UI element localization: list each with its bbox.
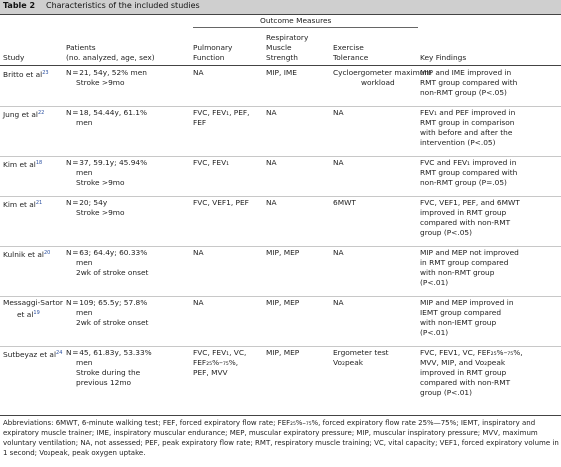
table-cell-exercise: workload [361,78,395,87]
table-cell-study: Jung et $al^{22}$ [3,110,45,119]
table-label: Table 2 [3,1,36,10]
table-cell-findings: improved in RMT group [420,208,507,217]
table-cell-study: Messaggi-Sartor [3,298,63,307]
table-cell-patients: men [76,118,93,127]
table-cell-findings: (P<.01) [420,278,449,287]
table-cell-findings: improved in RMT group [420,368,507,377]
table-cell-patients: N = 21, 54y, 52% men [66,68,147,77]
table-cell-exercise: 6MWT [333,198,356,207]
table-cell-patients: N = 45, 61.83y, 53.33% [66,348,152,357]
table-cell-findings: compared with non-RMT [420,218,511,227]
table-cell-patients: men [76,308,93,317]
table-cell-patients: Stroke >9mo [76,178,125,187]
table-cell-study: Britto et $al^{23}$ [3,70,49,79]
table-cell-patients: Stroke during the [76,368,141,377]
row-divider [0,346,561,347]
table-cell-muscle: MIP, MEP [266,298,300,307]
table-cell-patients: N = 109; 65.5y; 57.8% [66,298,148,307]
outcome-measures-rule [193,27,418,28]
column-header: Strength [266,53,298,62]
table-cell-pulmonary: FVC, FEV₁ [193,158,230,167]
column-header: Exercise [333,43,364,52]
table-cell-muscle: MIP, MEP [266,348,300,357]
table-cell-findings: with non-IEMT group [420,318,497,327]
table-cell-findings: FVC, FEV1, VC, FEF₂₅%–₇₅%, [420,348,523,357]
table-cell-pulmonary: FVC, FEV₁, PEF, [193,108,250,117]
table-cell-findings: with non-RMT group [420,268,495,277]
reference-superscript[interactable]: 24 [56,350,63,356]
table-bottom-rule [0,415,561,416]
header-top-rule [0,14,561,15]
reference-superscript[interactable]: 19 [33,310,40,316]
table-cell-patients: N = 20; 54y [66,198,108,207]
row-divider [0,296,561,297]
table-cell-findings: intervention (P<.05) [420,138,496,147]
table-cell-study: Kim et $al^{18}$ [3,160,43,169]
table-cell-pulmonary: NA [193,68,204,77]
table-cell-muscle: MIP, MEP [266,248,300,257]
table-cell-patients: men [76,358,93,367]
table-cell-findings: FVC, VEF1, PEF, and 6MWT [420,198,520,207]
table-cell-exercise: NA [333,108,344,117]
reference-superscript[interactable]: 20 [43,250,51,256]
table-cell-findings: non-RMT group (P=.05) [420,178,507,187]
table-cell-pulmonary: FEF₂₅%–₇₅%, [193,358,239,367]
column-header: Muscle [266,43,292,52]
table-cell-pulmonary: PEF, MVV [193,368,228,377]
table-cell-findings: RMT group compared with [420,78,518,87]
row-divider [0,156,561,157]
table-cell-pulmonary: FEF [193,118,207,127]
table-cell-study: et $al^{19}$ [17,310,40,319]
table-cell-findings: MIP and MEP not improved [420,248,519,257]
table-cell-findings: (P<.01) [420,328,449,337]
table-cell-patients: N = 63; 64.4y; 60.33% [66,248,148,257]
column-header: (no. analyzed, age, sex) [66,53,155,62]
table-cell-patients: Stroke >9mo [76,78,125,87]
column-header: Respiratory [266,33,309,42]
table-cell-pulmonary: NA [193,298,204,307]
column-header: Key Findings [420,53,467,62]
table-cell-study: Kulnik et $al^{20}$ [3,250,51,259]
outcome-measures-header: Outcome Measures [260,16,332,25]
reference-superscript[interactable]: 21 [35,200,43,206]
table-cell-patients: N = 37, 59.1y; 45.94% [66,158,148,167]
table-cell-patients: men [76,168,93,177]
row-divider [0,246,561,247]
table-cell-exercise: NA [333,298,344,307]
table-cell-muscle: NA [266,108,277,117]
table-cell-findings: in RMT group compared [420,258,509,267]
reference-superscript[interactable]: 18 [35,160,43,166]
column-header: Pulmonary [193,43,233,52]
table-cell-findings: FEV₁ and PEF improved in [420,108,516,117]
table-cell-findings: MIP and IME improved in [420,68,512,77]
column-header: Tolerance [333,53,369,62]
table-cell-pulmonary: FVC, FEV₁, VC, [193,348,247,357]
table-cell-exercise: Ergometer test [333,348,389,357]
reference-superscript[interactable]: 22 [37,110,45,116]
table-cell-study: Kim et $al^{21}$ [3,200,43,209]
table-cell-patients: Stroke >9mo [76,208,125,217]
table-cell-muscle: MIP, IME [266,68,297,77]
table-cell-findings: IEMT group compared [420,308,502,317]
table-cell-findings: non-RMT group (P<.05) [420,88,507,97]
table-cell-study: Sutbeyaz et $al^{24}$ [3,350,63,359]
reference-superscript[interactable]: 23 [42,70,49,76]
table-cell-findings: MIP and MEP improved in [420,298,514,307]
table-cell-findings: MVV, MIP, and Vo₂peak [420,358,506,367]
table-cell-pulmonary: FVC, VEF1, PEF [193,198,249,207]
table-cell-findings: FVC and FEV₁ improved in [420,158,517,167]
table-title: Characteristics of the included studies [46,1,200,10]
table-cell-patients: N = 18, 54.44y, 61.1% [66,108,148,117]
table-cell-findings: RMT group in comparison [420,118,515,127]
row-divider [0,106,561,107]
table-cell-pulmonary: NA [193,248,204,257]
header-bottom-rule [0,65,561,66]
table-cell-exercise: NA [333,248,344,257]
table-cell-findings: RMT group compared with [420,168,518,177]
table-cell-findings: with before and after the [420,128,513,137]
column-header: Study [3,53,25,62]
table-cell-findings: compared with non-RMT [420,378,511,387]
column-header: Function [193,53,225,62]
table-cell-exercise: Vo₂peak [333,358,364,367]
table-cell-muscle: NA [266,158,277,167]
table-cell-patients: men [76,258,93,267]
column-header: Patients [66,43,96,52]
table-cell-findings: group (P<.05) [420,228,472,237]
table-cell-muscle: NA [266,198,277,207]
table-title-bar [0,0,561,14]
table-cell-patients: 2wk of stroke onset [76,268,149,277]
table-cell-exercise: Cycloergometer maximum [333,68,432,77]
table-cell-exercise: NA [333,158,344,167]
table-footnote: Abbreviations: 6MWT, 6-minute walking test; FEF, forced expiratory flow rate; FEF₂₅%–₇₅%, forced expiratory flow rate 25%—75%; IEMT, inspiratory and expiratory muscle trainer; IME, inspiratory muscular endurance; MEP, muscular expiratory pressure; MIP, muscular inspiratory pressure; MVV, maximum voluntary ventilation; NA, not assessed; PEF, peak expiratory flow rate; RMT, respiratory muscle training; VC, vital capacity; VEF1, forced expiratory volume in 1 second; Vo₂peak, peak oxygen uptake. [3,419,559,457]
table-cell-patients: previous 12mo [76,378,132,387]
table-cell-findings: group (P<.01) [420,388,472,397]
table-cell-patients: 2wk of stroke onset [76,318,149,327]
row-divider [0,196,561,197]
